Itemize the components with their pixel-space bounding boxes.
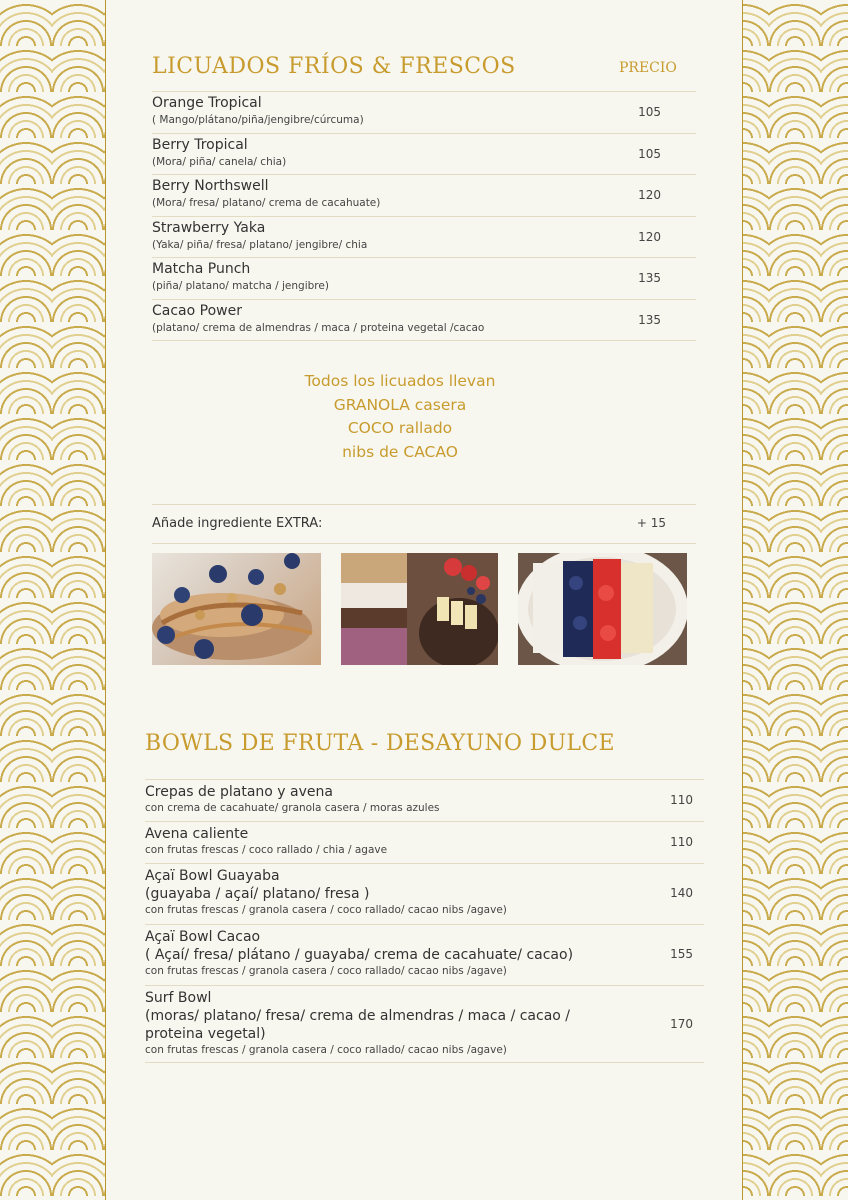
smoothies-table	[152, 91, 696, 341]
bowls-table	[145, 779, 704, 1063]
price-header: PRECIO	[619, 60, 677, 76]
item-price: 135	[638, 312, 661, 327]
item-ingredients: ( Açaí/ fresa/ plátano / guayaba/ crema de cacahuate/ cacao)	[145, 947, 574, 963]
menu-item	[152, 299, 696, 341]
menu-item	[152, 257, 696, 299]
item-price: 170	[670, 1017, 693, 1031]
item-ingredients: (moras/ platano/ fresa/ crema de almendras / maca / cacao / proteina vegetal)	[145, 1008, 571, 1042]
item-name: Matcha Punch	[152, 261, 251, 278]
section1-title: LICUADOS FRÍOS & FRESCOS	[152, 54, 516, 79]
item-desc: (Yaka/ piña/ fresa/ platano/ jengibre/ chia	[152, 238, 368, 251]
item-desc: (Mora/ piña/ canela/ chia)	[152, 155, 287, 168]
item-name: Berry Tropical	[152, 136, 248, 153]
item-price: 155	[670, 947, 693, 961]
item-desc: (platano/ crema de almendras / maca / proteina vegetal /cacao	[152, 321, 485, 334]
section2-title: BOWLS DE FRUTA - DESAYUNO DULCE	[145, 731, 615, 756]
left-arch-pattern	[0, 0, 106, 1200]
toppings-note	[152, 370, 648, 464]
extra-price: + 15	[636, 516, 666, 530]
item-price: 135	[638, 271, 661, 286]
item-desc: ( Mango/plátano/piña/jengibre/cúrcuma)	[152, 114, 364, 126]
note-line: nibs de CACAO	[342, 442, 458, 461]
note-line: COCO rallado	[347, 419, 453, 437]
item-price: 110	[670, 793, 693, 807]
item-name: Orange Tropical	[152, 95, 262, 111]
menu-item	[152, 216, 696, 258]
menu-item	[145, 779, 704, 821]
note-line: Todos los licuados llevan	[304, 372, 496, 390]
acai-bowl-photo	[518, 553, 687, 665]
item-name: Açaï Bowl Guayaba	[145, 868, 280, 884]
item-name: Cacao Power	[152, 302, 242, 319]
menu-item	[152, 133, 696, 175]
item-name: Açaï Bowl Cacao	[145, 929, 261, 945]
menu-item	[145, 924, 704, 985]
item-name: Strawberry Yaka	[152, 219, 266, 236]
item-price: 110	[670, 835, 693, 849]
item-name: Avena caliente	[145, 826, 249, 842]
item-desc: (Mora/ fresa/ platano/ crema de cacahuate)	[152, 197, 381, 210]
menu-item	[145, 863, 704, 924]
menu-item	[145, 821, 704, 863]
item-price: 105	[638, 105, 661, 119]
extra-ingredient-row	[152, 504, 696, 544]
item-name: Surf Bowl	[145, 990, 212, 1006]
item-ingredients: (guayaba / açaí/ platano/ fresa )	[145, 886, 370, 902]
item-desc: con frutas frescas / granola casera / coco rallado/ cacao nibs /agave)	[145, 904, 507, 916]
right-arch-pattern	[742, 0, 848, 1200]
crepes-photo	[152, 553, 321, 665]
item-price: 105	[638, 146, 661, 161]
item-desc: con frutas frescas / coco rallado / chia / agave	[145, 844, 388, 856]
extra-label: Añade ingrediente EXTRA:	[152, 516, 323, 531]
menu-item	[152, 91, 696, 133]
item-desc: con frutas frescas / granola casera / coco rallado/ cacao nibs /agave)	[145, 1044, 507, 1056]
item-price: 120	[638, 188, 661, 203]
item-name: Berry Northswell	[152, 178, 269, 195]
item-desc: con frutas frescas / granola casera / coco rallado/ cacao nibs /agave)	[145, 965, 507, 977]
item-desc: con crema de cacahuate/ granola casera / moras azules	[145, 802, 440, 814]
menu-item	[152, 174, 696, 216]
item-name: Crepas de platano y avena	[145, 784, 333, 800]
note-line: GRANOLA casera	[333, 395, 467, 414]
item-price: 120	[638, 229, 661, 244]
item-desc: (piña/ platano/ matcha / jengibre)	[152, 280, 329, 293]
menu-item	[145, 985, 704, 1063]
item-price: 140	[670, 886, 693, 900]
smoothie-jars-photo	[341, 553, 498, 665]
